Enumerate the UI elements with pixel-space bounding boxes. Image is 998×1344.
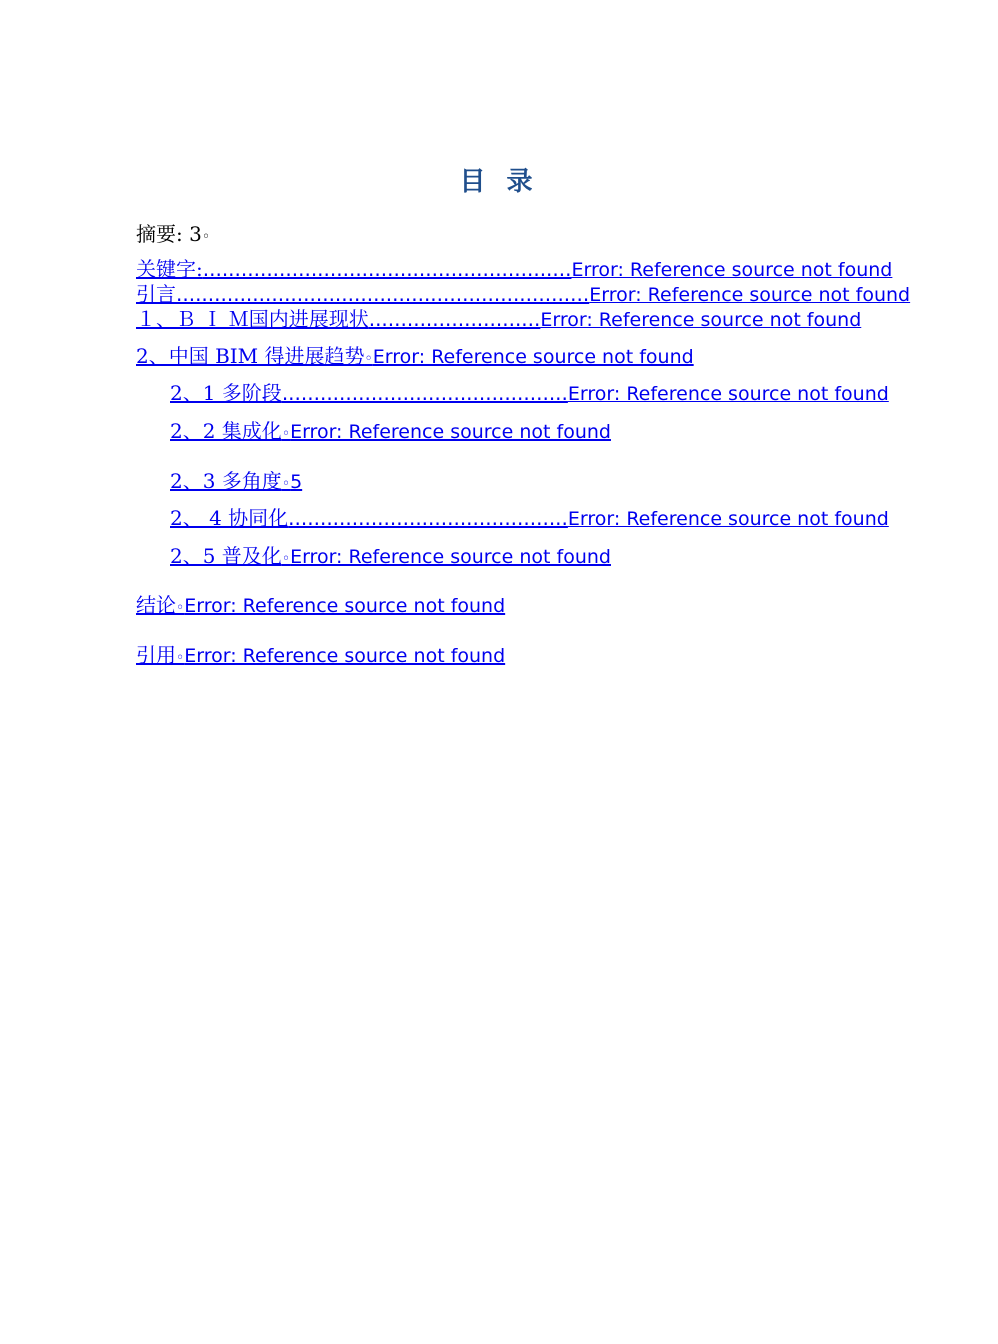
toc-entry-mark: ◦	[281, 551, 291, 567]
toc-entry-label: 引言	[136, 282, 176, 306]
toc-entry-page: Error: Reference source not found	[567, 508, 889, 530]
toc-entry-label: １、Ｂ Ｉ Ｍ国内进展现状	[136, 307, 369, 331]
toc-entry-label: 2、3 多角度	[170, 469, 282, 493]
toc-entry-trends[interactable]	[136, 344, 694, 371]
toc-title: 目 录	[459, 167, 539, 197]
toc-entry-integration[interactable]	[170, 419, 611, 446]
toc-entry-page: Error: Reference source not found	[184, 595, 506, 617]
toc-entry-label: 关键字:	[136, 257, 203, 281]
toc-leader-dots: .................................................................	[176, 282, 590, 306]
toc-entry-page: Error: Reference source not found	[290, 546, 611, 568]
toc-entry-page: Error: Reference source not found	[589, 284, 911, 306]
toc-entry-page: Error: Reference source not found	[184, 645, 506, 667]
toc-abstract	[136, 218, 210, 247]
toc-entry-page: Error: Reference source not found	[290, 421, 611, 443]
toc-entry-label: 2、 4 协同化	[170, 506, 289, 530]
toc-leader-dots: ..........................................................	[202, 257, 572, 281]
toc-entry-multi-stage[interactable]	[170, 381, 889, 406]
toc-entry-label: 2、1 多阶段	[170, 381, 282, 405]
toc-entry-label: 2、2 集成化	[170, 419, 282, 443]
toc-entry-collaboration[interactable]	[170, 506, 889, 531]
toc-entry-mark: ◦	[176, 600, 185, 616]
toc-entry-popularization[interactable]	[170, 544, 611, 571]
abstract-mark: ◦	[201, 229, 211, 245]
toc-leader-dots: .............................................	[281, 381, 568, 405]
toc-entry-keywords[interactable]	[136, 257, 893, 282]
toc-leader-dots: ...........................	[368, 307, 541, 331]
toc-entry-page: 5	[290, 471, 303, 493]
toc-entry-mark: ◦	[281, 476, 291, 492]
toc-entry-page: Error: Reference source not found	[567, 383, 889, 405]
abstract-label: 摘要:	[136, 222, 183, 246]
toc-entry-page: Error: Reference source not found	[372, 346, 694, 368]
abstract-page: 3	[189, 222, 202, 246]
toc-entry-domestic-status[interactable]	[136, 307, 862, 332]
toc-entry-label: 2、5 普及化	[170, 544, 282, 568]
toc-entry-references[interactable]	[136, 643, 505, 670]
toc-entry-page: Error: Reference source not found	[540, 309, 862, 331]
toc-entry-multi-angle[interactable]	[170, 469, 302, 496]
toc-entry-mark: ◦	[364, 351, 373, 367]
toc-entry-mark: ◦	[281, 426, 291, 442]
toc-entry-label: 2、中国 BIM 得进展趋势	[136, 344, 365, 368]
toc-entry-page: Error: Reference source not found	[571, 259, 893, 281]
toc-entry-introduction[interactable]	[136, 282, 911, 307]
toc-entry-label: 引用	[136, 643, 176, 667]
toc-entry-mark: ◦	[176, 650, 185, 666]
toc-entry-label: 结论	[136, 593, 176, 617]
toc-leader-dots: ............................................	[288, 506, 568, 530]
toc-entry-conclusion[interactable]	[136, 593, 505, 620]
